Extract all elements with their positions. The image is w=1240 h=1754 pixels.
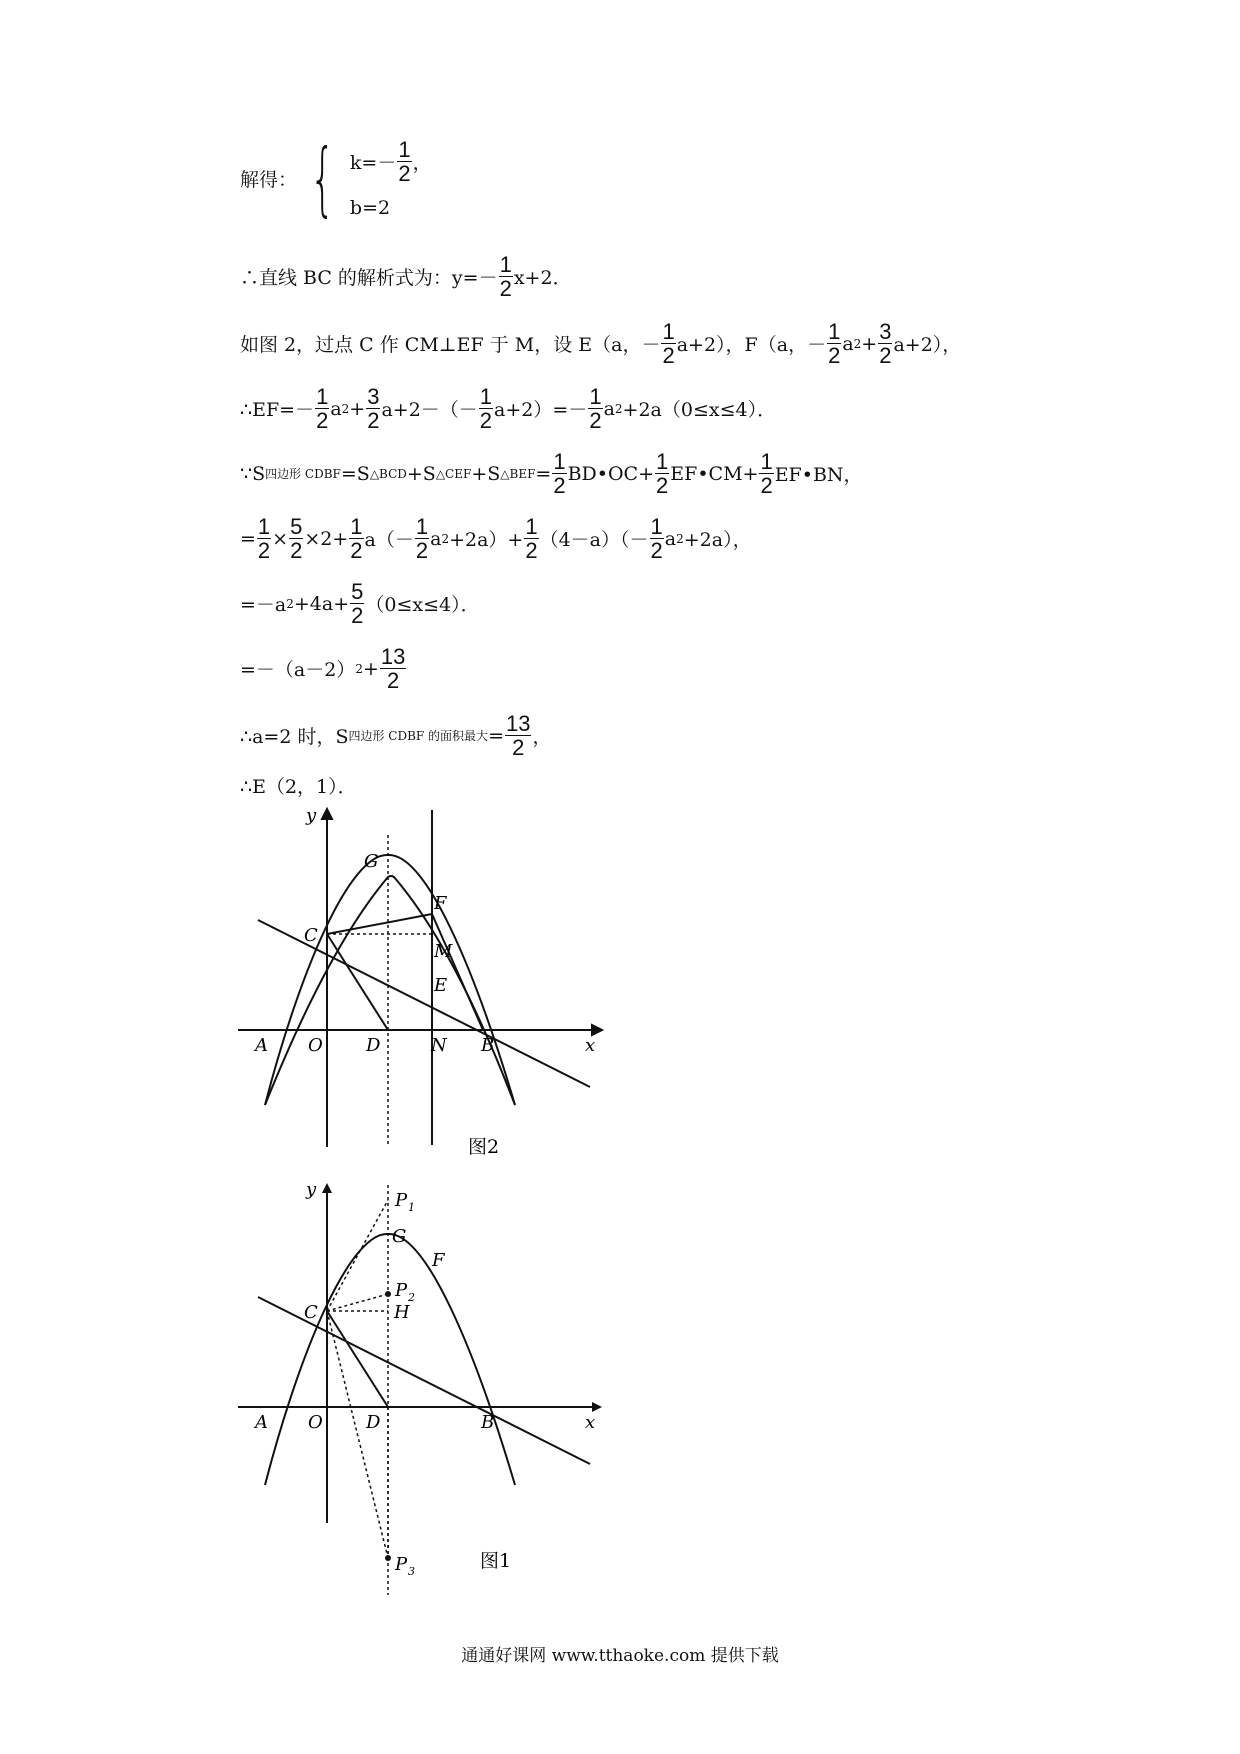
x-arrow-icon bbox=[592, 1402, 602, 1412]
label-a: A bbox=[255, 1412, 268, 1433]
label-d: D bbox=[366, 1035, 381, 1056]
fraction: $\frac{5}{2}$ bbox=[351, 579, 364, 629]
label-m: M bbox=[434, 941, 453, 962]
line-simplified: =－a 2 +4a+ $\frac{5}{2}$ （0≤x≤4）． bbox=[240, 579, 480, 629]
fraction: $\frac{13}{2}$ bbox=[380, 644, 406, 694]
line-vertex-form: =－（a－2） 2 + $\frac{13}{2}$ bbox=[240, 644, 406, 694]
fraction: $\frac{5}{2}$ bbox=[290, 514, 303, 564]
solve-label: 解得： bbox=[240, 169, 298, 192]
fraction: $\frac{1}{2}$ bbox=[398, 137, 411, 187]
segment-cf bbox=[327, 914, 432, 934]
solution-system bbox=[240, 131, 432, 225]
label-p1: P bbox=[395, 1190, 408, 1211]
line-max-area: ∴a=2 时，S 四边形 CDBF 的面积最大 = $\frac{13}{2}$ ， bbox=[240, 711, 552, 761]
fraction: $\frac{1}{2}$ bbox=[499, 252, 512, 302]
parabola-curve bbox=[265, 1234, 515, 1485]
segment-cp2 bbox=[327, 1294, 388, 1311]
figure-1 bbox=[230, 1180, 610, 1600]
fraction: $\frac{1}{2}$ bbox=[415, 514, 429, 564]
label-o: O bbox=[308, 1412, 323, 1433]
fraction: $\frac{1}{2}$ bbox=[760, 449, 773, 499]
figure-1-caption: 图1 bbox=[480, 1550, 512, 1572]
fraction: $\frac{1}{2}$ bbox=[479, 384, 493, 434]
label-f: F bbox=[432, 1250, 445, 1271]
label-p3: P bbox=[395, 1554, 408, 1575]
fraction: $\frac{1}{2}$ bbox=[656, 449, 669, 499]
brace-icon: { bbox=[309, 131, 336, 225]
parabola-curve bbox=[265, 855, 515, 1105]
fraction: $\frac{1}{2}$ bbox=[257, 514, 271, 564]
segment-fb bbox=[432, 914, 483, 1030]
label-g: G bbox=[392, 1226, 407, 1247]
label-h: H bbox=[394, 1302, 410, 1323]
fraction: $\frac{1}{2}$ bbox=[316, 384, 329, 434]
label-x: x bbox=[585, 1412, 596, 1433]
label-c: C bbox=[304, 925, 318, 946]
figure-2-caption: 图2 bbox=[468, 1136, 500, 1158]
label-y: y bbox=[306, 805, 317, 826]
label-e: E bbox=[434, 975, 448, 996]
fraction: $\frac{1}{2}$ bbox=[525, 514, 538, 564]
fraction: $\frac{1}{2}$ bbox=[828, 319, 841, 369]
fraction: $\frac{1}{2}$ bbox=[650, 514, 663, 564]
point-p3 bbox=[385, 1555, 391, 1561]
label-p2: P bbox=[395, 1280, 408, 1301]
line-area-sum: ∵S 四边形 CDBF =S △BCD +S △CEF +S △BEF = $\frac{1}{2}$ BD•OC+ $\frac{1}{2}$ EF•CM+ $\frac{1}{2}$ EF•BN， bbox=[240, 449, 863, 499]
label-c: C bbox=[304, 1302, 318, 1323]
y-arrow-icon bbox=[322, 1183, 332, 1193]
x-arrow-icon bbox=[592, 1025, 602, 1035]
y-arrow-icon bbox=[322, 809, 332, 819]
label-d: D bbox=[366, 1412, 381, 1433]
label-b: B bbox=[481, 1035, 495, 1056]
segment-cd bbox=[327, 1311, 388, 1407]
line-set-points: 如图 2，过点 C 作 CM⊥EF 于 M，设 E（a，－ $\frac{1}{2}$ a+2），F（a，－ $\frac{1}{2}$ a 2 + $\frac{3}{2}$ a+2）， bbox=[240, 319, 962, 369]
label-f: F bbox=[434, 893, 447, 914]
label-n: N bbox=[431, 1035, 447, 1056]
label-g: G bbox=[364, 851, 379, 872]
label-p3-sub: 3 bbox=[408, 1565, 415, 1578]
label-p1-sub: 1 bbox=[408, 1201, 415, 1214]
label-x: x bbox=[585, 1035, 596, 1056]
fraction: $\frac{3}{2}$ bbox=[879, 319, 892, 369]
fraction: $\frac{3}{2}$ bbox=[367, 384, 380, 434]
label-y: y bbox=[306, 1180, 317, 1200]
fraction: $\frac{1}{2}$ bbox=[553, 449, 566, 499]
figure-2 bbox=[230, 805, 610, 1160]
segment-cd bbox=[327, 934, 388, 1030]
fraction: $\frac{13}{2}$ bbox=[505, 711, 531, 761]
footer: 通通好课网 www.tthaoke.com 提供下载 bbox=[461, 1646, 779, 1666]
line-ef: ∴EF=－ $\frac{1}{2}$ a 2 + $\frac{3}{2}$ a+2－（－ $\frac{1}{2}$ a+2）=－ $\frac{1}{2}$ a 2 +2a（0≤x≤4）． bbox=[240, 384, 777, 434]
point-p2 bbox=[385, 1291, 391, 1297]
label-o: O bbox=[308, 1035, 323, 1056]
fraction: $\frac{1}{2}$ bbox=[662, 319, 675, 369]
label-a: A bbox=[255, 1035, 268, 1056]
label-p2-sub: 2 bbox=[408, 1291, 415, 1304]
equation-system: { k=－ $\frac{1}{2}$ ， b=2 bbox=[309, 131, 432, 225]
line-point-e: ∴E（2，1）． bbox=[240, 776, 357, 798]
fraction: $\frac{1}{2}$ bbox=[350, 514, 363, 564]
fraction: $\frac{1}{2}$ bbox=[589, 384, 602, 434]
label-b: B bbox=[481, 1412, 495, 1433]
line-area-expand: = $\frac{1}{2}$ × $\frac{5}{2}$ ×2+ $\frac{1}{2}$ a（－ $\frac{1}{2}$ a 2 +2a）+ $\frac{1}{2}$ （4－a）（－ $\frac{1}{2}$ a 2 +2a）， bbox=[240, 514, 752, 564]
segment-cp1 bbox=[327, 1200, 388, 1311]
line-bc-expression: ∴直线 BC 的解析式为：y=－ $\frac{1}{2}$ x+2． bbox=[240, 252, 572, 302]
